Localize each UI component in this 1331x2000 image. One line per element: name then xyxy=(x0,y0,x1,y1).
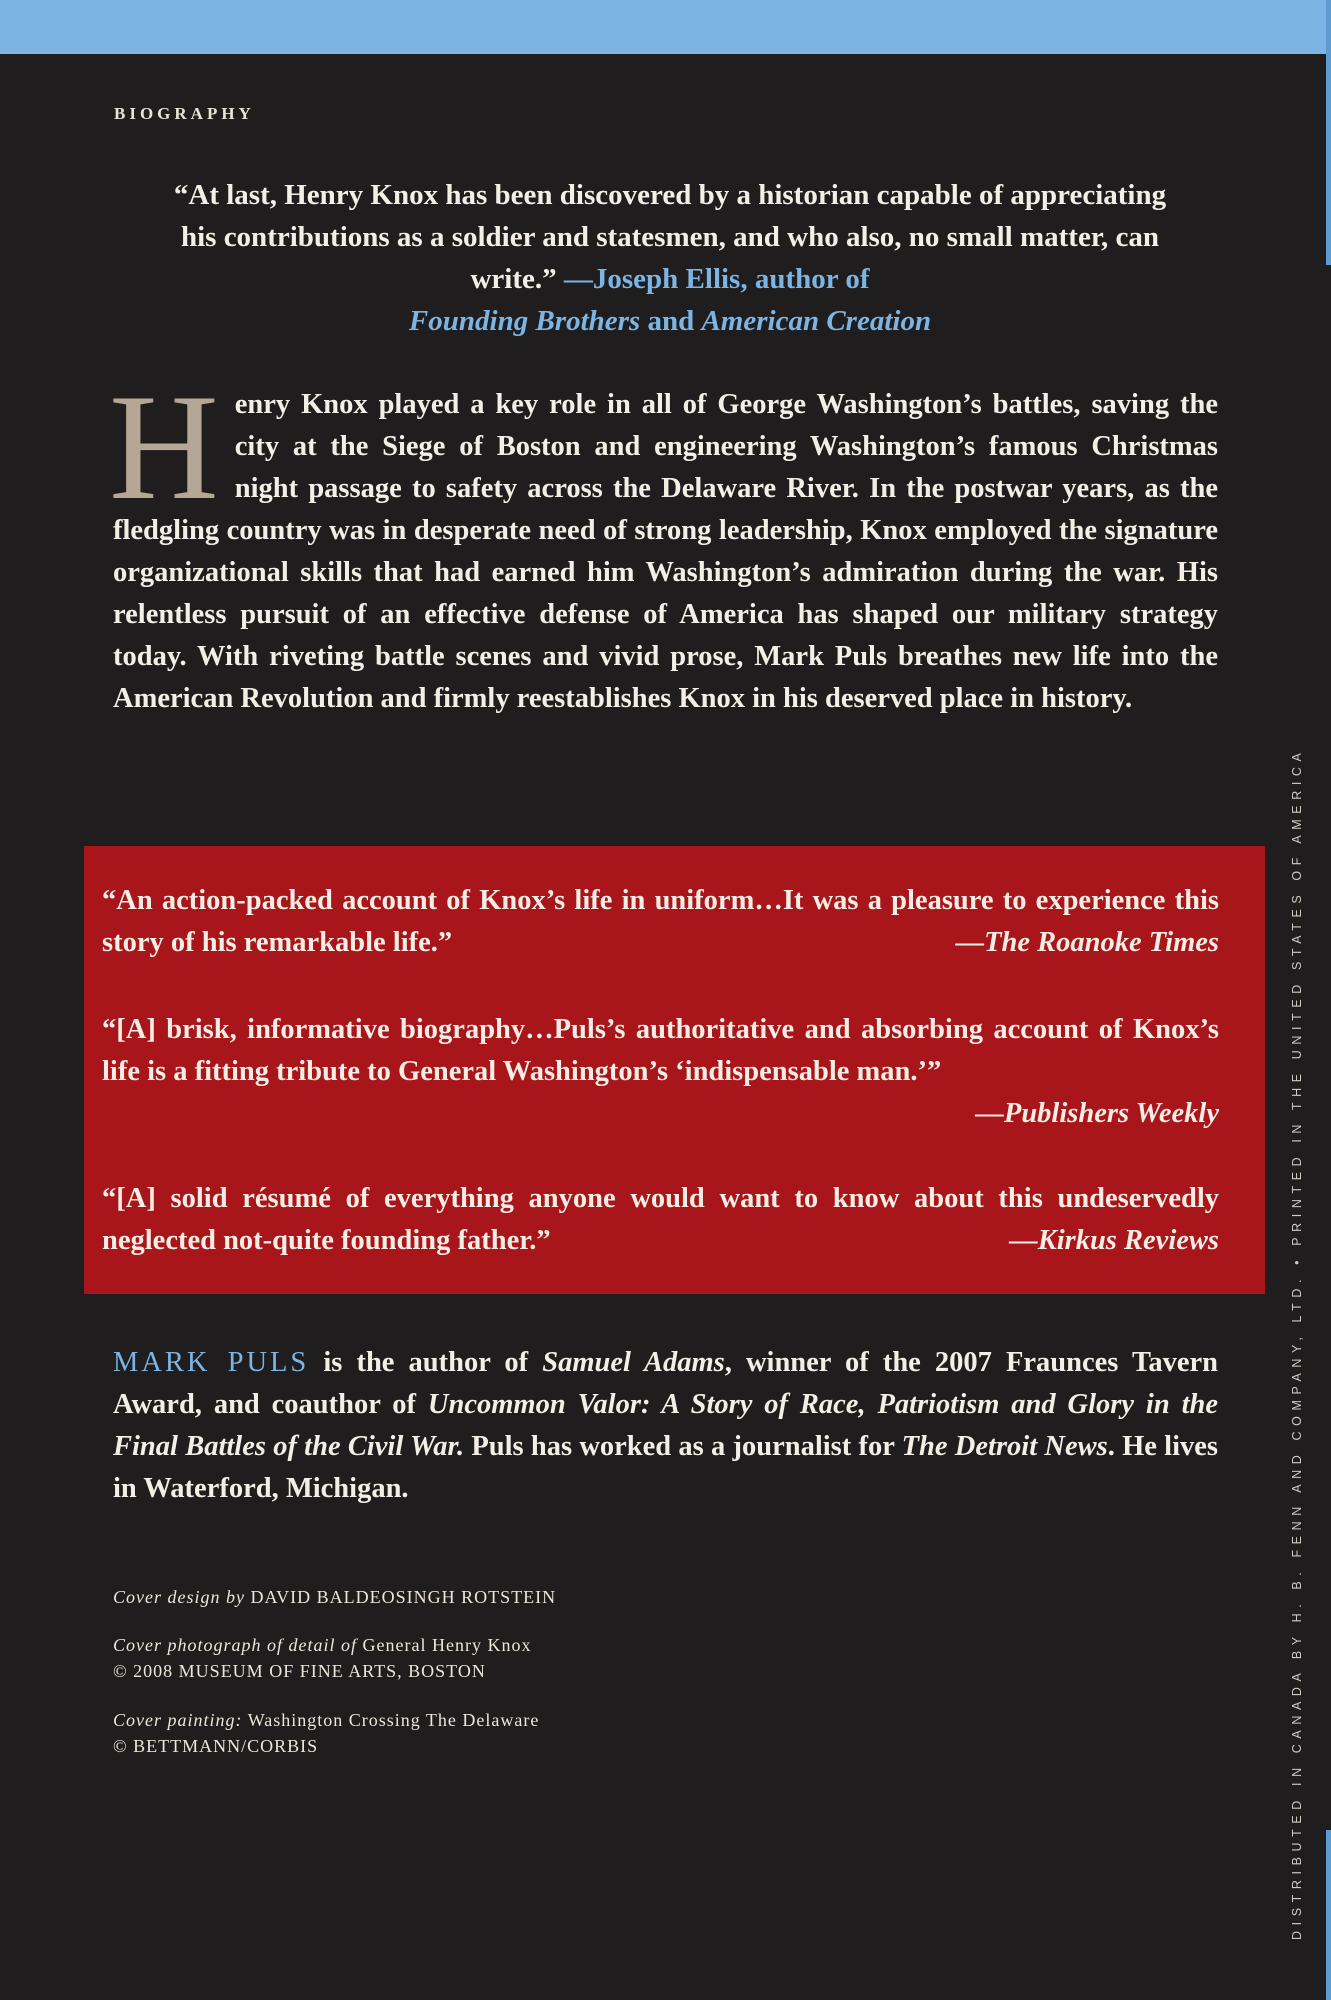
author-publication: The Detroit News xyxy=(901,1431,1108,1462)
featured-quote-book1: Founding Brothers xyxy=(408,305,641,337)
review-source: —Publishers Weekly xyxy=(975,1098,1219,1129)
review-source: —The Roanoke Times xyxy=(955,927,1219,958)
review-source: —Kirkus Reviews xyxy=(1009,1225,1219,1256)
credit-label: Cover design by xyxy=(113,1587,245,1607)
credit-label: Cover photograph of detail of xyxy=(113,1635,357,1655)
featured-quote-book2: American Creation xyxy=(701,305,932,337)
distribution-notice: DISTRIBUTED IN CANADA BY H. B. FENN AND COMPANY, LTD. • PRINTED IN THE UNITED STATES OF AMERICA xyxy=(1290,747,1304,1940)
review-3 xyxy=(102,1178,1219,1262)
credit-design xyxy=(113,1584,813,1610)
author-name: MARK PULS xyxy=(113,1347,310,1378)
author-bio-text: , winner of the 2007 Fraunces Tavern Award, and coauthor of xyxy=(113,1347,1218,1420)
book-description xyxy=(109,363,1218,720)
credit-copyright: © 2008 MUSEUM OF FINE ARTS, BOSTON xyxy=(113,1661,486,1681)
review-1 xyxy=(102,880,1219,964)
featured-quote-text: “At last, Henry Knox has been discovered by a historian capable of appreciating his contributions as a soldier and statesmen, and who also, no small matter, can write.” xyxy=(173,179,1167,295)
featured-quote-attribution: —Joseph Ellis, author of xyxy=(563,263,870,295)
author-bio-text: is the author of xyxy=(309,1347,543,1378)
credit-label: Cover painting: xyxy=(113,1710,243,1730)
category-label: BIOGRAPHY xyxy=(114,104,255,123)
spine-edge-bottom xyxy=(1326,1830,1331,2000)
author-book-title: Uncommon Valor: A Story of Race, Patriotism and Glory in the Final Battles of the Civil War. xyxy=(113,1389,1218,1462)
credit-value: Washington Crossing The Delaware xyxy=(247,1710,540,1730)
featured-quote-conj: and xyxy=(647,305,695,337)
spine-edge-top xyxy=(1326,0,1331,265)
credit-copyright: © BETTMANN/CORBIS xyxy=(113,1736,319,1756)
author-book-title: Samuel Adams xyxy=(542,1347,725,1378)
review-2 xyxy=(102,1009,1219,1135)
review-quote: “[A] solid résumé of everything anyone would want to know about this undeservedly neglected not-quite founding father.” xyxy=(102,1183,1219,1256)
credit-painting xyxy=(113,1707,813,1759)
credit-photo xyxy=(113,1632,813,1684)
featured-quote xyxy=(160,174,1180,342)
book-description-text: enry Knox played a key role in all of George Washington’s battles, saving the city at the Siege of Boston and engineering Washington’s famous Christmas night passage to safety across the Delaware River. In the postwar years, as the fledgling country was in desperate need of strong leadership, Knox employed the signature organizational skills that had earned him Washington’s admiration during the war. His relentless pursuit of an effective defense of America has shaped our military strategy today. With riveting battle scenes and vivid prose, Mark Puls breathes new life into the American Revolution and firmly reestablishes Knox in his deserved place in history. xyxy=(113,389,1218,714)
credit-value: DAVID BALDEOSINGH ROTSTEIN xyxy=(250,1587,557,1607)
review-quote: “[A] brisk, informative biography…Puls’s authoritative and absorbing account of Knox’s life is a fitting tribute to General Washington’s ‘indispensable man.’” xyxy=(102,1014,1219,1087)
author-bio xyxy=(113,1342,1218,1510)
top-color-band xyxy=(0,0,1331,54)
author-bio-text: Puls has worked as a journalist for xyxy=(464,1431,902,1462)
credit-value: General Henry Knox xyxy=(362,1635,532,1655)
review-quote: “An action-packed account of Knox’s life in uniform…It was a pleasure to experience this story of his remarkable life.” xyxy=(102,885,1219,958)
drop-cap: H xyxy=(109,363,219,531)
author-bio-text: . He lives in Waterford, Michigan. xyxy=(113,1431,1218,1504)
